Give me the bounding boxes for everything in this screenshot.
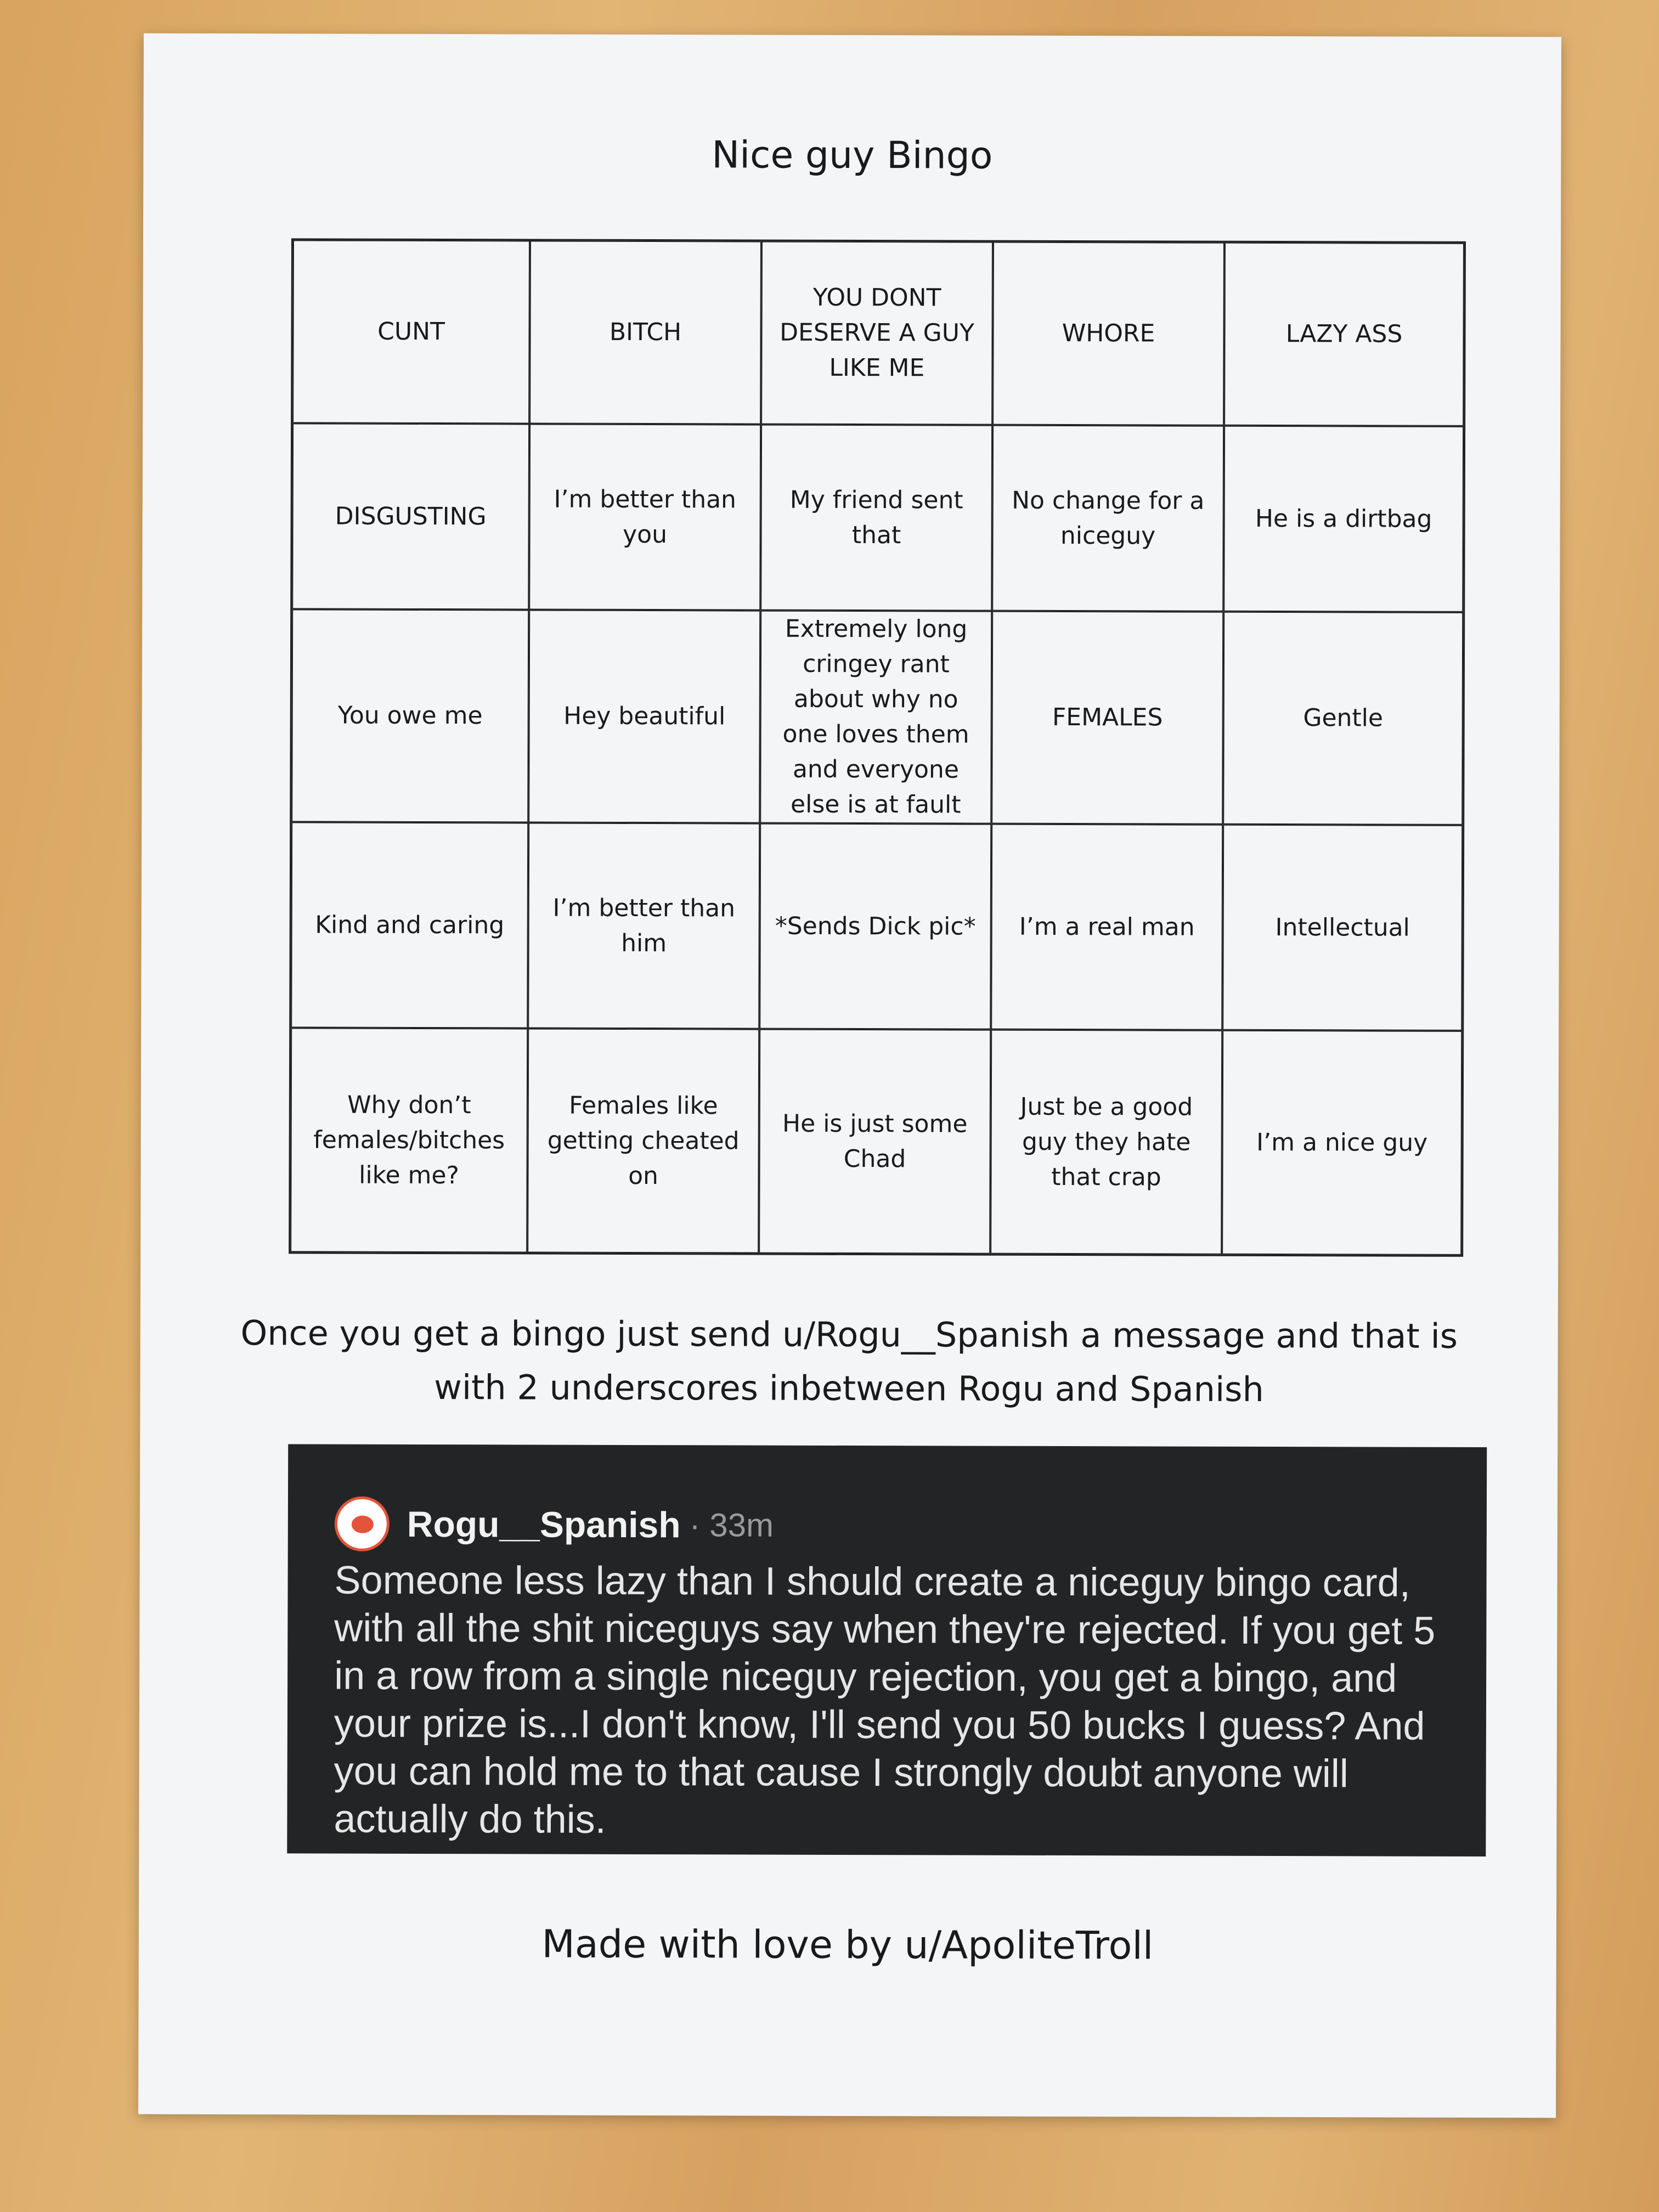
bingo-cell: FEMALES	[991, 611, 1223, 825]
bingo-cell: Gentle	[1223, 612, 1463, 825]
bingo-cell: *Sends Dick pic*	[759, 823, 991, 1030]
bingo-cell: No change for a niceguy	[992, 425, 1224, 612]
bingo-cell: Extremely long cringey rant about why no one loves them and everyone else is at fault	[760, 611, 992, 824]
instructions-text: Once you get a bingo just send u/Rogu__Spanish a message and that is with 2 underscores inbetween Rogu and Spanish	[240, 1313, 1458, 1409]
comment-header	[335, 1497, 1476, 1554]
comment-body: Someone less lazy than I should create a niceguy bingo card, with all the shit niceguys say when they're rejected. If you get 5 in a row from a single niceguy rejection, you get a bingo, and your prize is...I don't know, I'll send you 50 bucks I guess? And you can hold me to that cause I strongly doubt anyone will actually do this.	[334, 1558, 1436, 1842]
printed-page	[138, 33, 1561, 2118]
bingo-cell: I’m a real man	[991, 824, 1223, 1030]
bingo-cell: YOU DONT DESERVE A GUY LIKE ME	[761, 241, 993, 425]
bingo-cell: He is just some Chad	[759, 1029, 991, 1254]
reddit-comment-screenshot	[287, 1444, 1487, 1857]
bingo-cell: You owe me	[291, 609, 529, 822]
bingo-cell: My friend sent that	[760, 425, 992, 611]
comment-age: · 33m	[689, 1506, 774, 1544]
bingo-cell: Hey beautiful	[528, 610, 760, 823]
bingo-cell: Females like getting cheated on	[527, 1028, 759, 1253]
footer-credit: Made with love by u/ApoliteTroll	[541, 1921, 1154, 1968]
comment-username: Rogu__Spanish	[407, 1503, 681, 1545]
bingo-cell: I’m a nice guy	[1222, 1030, 1462, 1255]
bingo-cell: Intellectual	[1222, 825, 1463, 1031]
bingo-cell: WHORE	[992, 242, 1224, 426]
bingo-grid	[289, 238, 1466, 1257]
bingo-cell: Just be a good guy they hate that crap	[990, 1030, 1222, 1255]
bingo-cell: CUNT	[292, 240, 530, 424]
bingo-cell: Why don’t females/bitches like me?	[290, 1028, 528, 1252]
page-title: Nice guy Bingo	[712, 133, 993, 178]
bingo-cell: He is a dirtbag	[1223, 426, 1464, 612]
bingo-cell: LAZY ASS	[1224, 242, 1464, 426]
bingo-cell: Kind and caring	[291, 822, 528, 1028]
bingo-cell: I’m better than you	[529, 424, 761, 610]
bingo-cell: I’m better than him	[528, 822, 760, 1029]
bingo-cell: BITCH	[529, 240, 761, 424]
bingo-cell: DISGUSTING	[292, 423, 529, 610]
reddit-avatar-icon	[335, 1497, 390, 1551]
